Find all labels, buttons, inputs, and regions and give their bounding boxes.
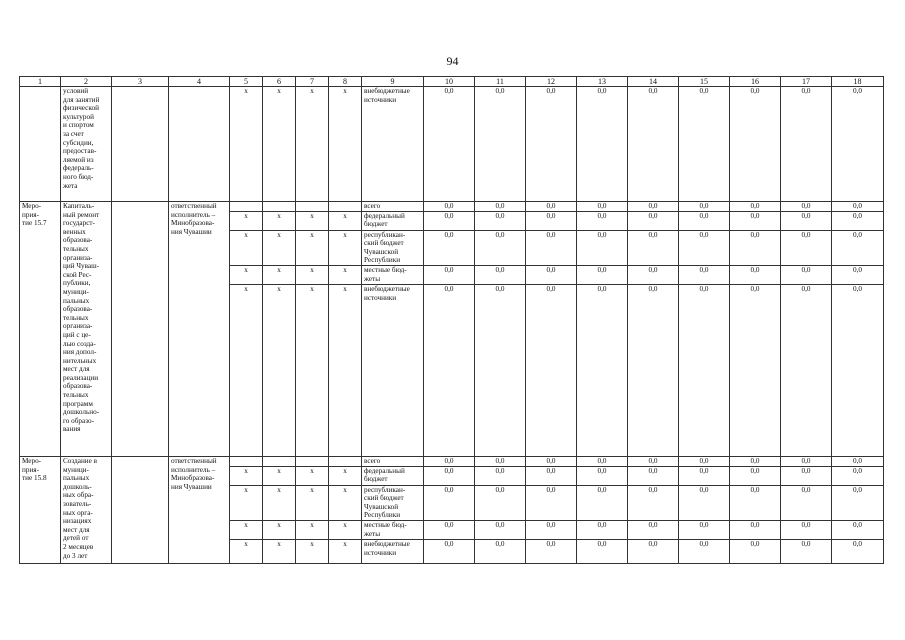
value-cell: 0,0 bbox=[832, 265, 884, 284]
code-cell-c6: x bbox=[263, 520, 296, 539]
funding-source: внебюджетные источники bbox=[362, 284, 424, 456]
code-cell-c7: x bbox=[296, 230, 329, 265]
code-cell-c8 bbox=[329, 202, 362, 212]
code-cell-c5: x bbox=[230, 539, 263, 563]
column-number-15: 15 bbox=[679, 77, 730, 87]
code-cell-c8: x bbox=[329, 539, 362, 563]
value-cell: 0,0 bbox=[526, 539, 577, 563]
value-cell: 0,0 bbox=[424, 539, 475, 563]
value-cell: 0,0 bbox=[526, 466, 577, 485]
funding-source: всего bbox=[362, 456, 424, 466]
value-cell: 0,0 bbox=[628, 230, 679, 265]
column-number-14: 14 bbox=[628, 77, 679, 87]
value-cell: 0,0 bbox=[526, 230, 577, 265]
column-number-6: 6 bbox=[263, 77, 296, 87]
column-number-13: 13 bbox=[577, 77, 628, 87]
value-cell: 0,0 bbox=[628, 87, 679, 202]
column-number-7: 7 bbox=[296, 77, 329, 87]
column-number-11: 11 bbox=[475, 77, 526, 87]
value-cell: 0,0 bbox=[628, 284, 679, 456]
value-cell: 0,0 bbox=[832, 485, 884, 520]
code-cell-c7: x bbox=[296, 539, 329, 563]
code-cell-c7 bbox=[296, 202, 329, 212]
value-cell: 0,0 bbox=[781, 202, 832, 212]
code-cell-c6: x bbox=[263, 485, 296, 520]
column-number-12: 12 bbox=[526, 77, 577, 87]
measure-label bbox=[20, 87, 61, 202]
code-cell-c5: x bbox=[230, 265, 263, 284]
value-cell: 0,0 bbox=[679, 456, 730, 466]
measure-name: Капиталь- ный ремонт государст- венных образова- тельных организа- ций Чуваш- ской Рес- публики, муници- пальных образова- тельных организа- ций с це- лью созда- ния допол- нительных мест для реализации образова- тельных программ дошкольно- го образо- вания bbox=[61, 202, 112, 457]
value-cell: 0,0 bbox=[832, 520, 884, 539]
column-number-18: 18 bbox=[832, 77, 884, 87]
value-cell: 0,0 bbox=[577, 202, 628, 212]
executor: ответственный исполнитель – Минобразова- ния Чувашии bbox=[169, 456, 230, 563]
value-cell: 0,0 bbox=[628, 265, 679, 284]
value-cell: 0,0 bbox=[832, 211, 884, 230]
value-cell: 0,0 bbox=[475, 211, 526, 230]
funding-source: республикан- ский бюджет Чувашской Республики bbox=[362, 485, 424, 520]
value-cell: 0,0 bbox=[781, 456, 832, 466]
executor bbox=[169, 87, 230, 202]
value-cell: 0,0 bbox=[424, 202, 475, 212]
code-cell-c6: x bbox=[263, 230, 296, 265]
column-number-17: 17 bbox=[781, 77, 832, 87]
funding-source: всего bbox=[362, 202, 424, 212]
code-cell-c8: x bbox=[329, 211, 362, 230]
value-cell: 0,0 bbox=[577, 284, 628, 456]
column-number-2: 2 bbox=[61, 77, 112, 87]
value-cell: 0,0 bbox=[577, 265, 628, 284]
funding-source: внебюджетные источники bbox=[362, 87, 424, 202]
code-cell-c7: x bbox=[296, 485, 329, 520]
value-cell: 0,0 bbox=[781, 466, 832, 485]
column-number-5: 5 bbox=[230, 77, 263, 87]
code-cell-c8: x bbox=[329, 87, 362, 202]
value-cell: 0,0 bbox=[730, 230, 781, 265]
value-cell: 0,0 bbox=[577, 485, 628, 520]
code-cell-c7: x bbox=[296, 284, 329, 456]
value-cell: 0,0 bbox=[424, 456, 475, 466]
value-cell: 0,0 bbox=[679, 230, 730, 265]
code-cell-c7: x bbox=[296, 87, 329, 202]
value-cell: 0,0 bbox=[832, 456, 884, 466]
value-cell: 0,0 bbox=[577, 87, 628, 202]
value-cell: 0,0 bbox=[424, 87, 475, 202]
value-cell: 0,0 bbox=[628, 520, 679, 539]
value-cell: 0,0 bbox=[577, 456, 628, 466]
funding-source: федеральный бюджет bbox=[362, 211, 424, 230]
code-cell-c5: x bbox=[230, 211, 263, 230]
value-cell: 0,0 bbox=[526, 202, 577, 212]
value-cell: 0,0 bbox=[577, 520, 628, 539]
code-cell-c5: x bbox=[230, 230, 263, 265]
code-cell-c6: x bbox=[263, 539, 296, 563]
code-cell-c6: x bbox=[263, 265, 296, 284]
value-cell: 0,0 bbox=[730, 466, 781, 485]
column-number-9: 9 bbox=[362, 77, 424, 87]
column-3-cell bbox=[112, 202, 169, 457]
value-cell: 0,0 bbox=[781, 539, 832, 563]
funding-source: внебюджетные источники bbox=[362, 539, 424, 563]
measure-label: Меро- прия- тие 15.7 bbox=[20, 202, 61, 457]
value-cell: 0,0 bbox=[526, 456, 577, 466]
measure-name: Создание в муници- пальных дошколь- ных обра- зователь- ных орга- низациях мест для детей от 2 месяцев до 3 лет bbox=[61, 456, 112, 563]
value-cell: 0,0 bbox=[679, 202, 730, 212]
value-cell: 0,0 bbox=[679, 284, 730, 456]
value-cell: 0,0 bbox=[424, 230, 475, 265]
code-cell-c8 bbox=[329, 456, 362, 466]
value-cell: 0,0 bbox=[679, 539, 730, 563]
funding-source: местные бюд- жеты bbox=[362, 265, 424, 284]
code-cell-c8: x bbox=[329, 284, 362, 456]
value-cell: 0,0 bbox=[730, 87, 781, 202]
code-cell-c8: x bbox=[329, 520, 362, 539]
code-cell-c6: x bbox=[263, 87, 296, 202]
value-cell: 0,0 bbox=[628, 202, 679, 212]
code-cell-c6: x bbox=[263, 211, 296, 230]
funding-source: местные бюд- жеты bbox=[362, 520, 424, 539]
code-cell-c5: x bbox=[230, 466, 263, 485]
value-cell: 0,0 bbox=[781, 230, 832, 265]
value-cell: 0,0 bbox=[832, 466, 884, 485]
code-cell-c7: x bbox=[296, 265, 329, 284]
column-number-4: 4 bbox=[169, 77, 230, 87]
value-cell: 0,0 bbox=[832, 230, 884, 265]
column-number-8: 8 bbox=[329, 77, 362, 87]
value-cell: 0,0 bbox=[424, 520, 475, 539]
code-cell-c5 bbox=[230, 202, 263, 212]
value-cell: 0,0 bbox=[730, 284, 781, 456]
column-number-10: 10 bbox=[424, 77, 475, 87]
value-cell: 0,0 bbox=[781, 265, 832, 284]
value-cell: 0,0 bbox=[832, 539, 884, 563]
value-cell: 0,0 bbox=[628, 539, 679, 563]
code-cell-c5: x bbox=[230, 485, 263, 520]
value-cell: 0,0 bbox=[475, 87, 526, 202]
value-cell: 0,0 bbox=[679, 485, 730, 520]
value-cell: 0,0 bbox=[628, 211, 679, 230]
measure-name: условий для занятий физической культурой и спортом за счет субсидии, предостав- ляемой из федераль- ного бюд- жета bbox=[61, 87, 112, 202]
value-cell: 0,0 bbox=[526, 485, 577, 520]
value-cell: 0,0 bbox=[475, 202, 526, 212]
code-cell-c5: x bbox=[230, 284, 263, 456]
value-cell: 0,0 bbox=[628, 485, 679, 520]
value-cell: 0,0 bbox=[832, 202, 884, 212]
value-cell: 0,0 bbox=[424, 485, 475, 520]
code-cell-c7: x bbox=[296, 466, 329, 485]
value-cell: 0,0 bbox=[730, 456, 781, 466]
value-cell: 0,0 bbox=[424, 265, 475, 284]
value-cell: 0,0 bbox=[475, 265, 526, 284]
value-cell: 0,0 bbox=[679, 265, 730, 284]
column-number-row bbox=[20, 77, 884, 87]
code-cell-c6: x bbox=[263, 284, 296, 456]
value-cell: 0,0 bbox=[526, 284, 577, 456]
funding-source: республикан- ский бюджет Чувашской Республики bbox=[362, 230, 424, 265]
table-row bbox=[20, 87, 884, 202]
value-cell: 0,0 bbox=[526, 211, 577, 230]
value-cell: 0,0 bbox=[628, 456, 679, 466]
value-cell: 0,0 bbox=[679, 520, 730, 539]
budget-table bbox=[19, 76, 884, 564]
value-cell: 0,0 bbox=[475, 466, 526, 485]
value-cell: 0,0 bbox=[781, 87, 832, 202]
value-cell: 0,0 bbox=[730, 211, 781, 230]
value-cell: 0,0 bbox=[781, 211, 832, 230]
column-number-1: 1 bbox=[20, 77, 61, 87]
measure-label: Меро- прия- тие 15.8 bbox=[20, 456, 61, 563]
value-cell: 0,0 bbox=[475, 539, 526, 563]
code-cell-c8: x bbox=[329, 485, 362, 520]
code-cell-c5 bbox=[230, 456, 263, 466]
value-cell: 0,0 bbox=[577, 466, 628, 485]
code-cell-c8: x bbox=[329, 466, 362, 485]
value-cell: 0,0 bbox=[679, 211, 730, 230]
table-row bbox=[20, 202, 884, 212]
value-cell: 0,0 bbox=[424, 284, 475, 456]
value-cell: 0,0 bbox=[679, 466, 730, 485]
value-cell: 0,0 bbox=[628, 466, 679, 485]
column-number-16: 16 bbox=[730, 77, 781, 87]
value-cell: 0,0 bbox=[781, 520, 832, 539]
column-3-cell bbox=[112, 456, 169, 563]
value-cell: 0,0 bbox=[730, 539, 781, 563]
column-number-3: 3 bbox=[112, 77, 169, 87]
value-cell: 0,0 bbox=[832, 284, 884, 456]
code-cell-c7: x bbox=[296, 520, 329, 539]
value-cell: 0,0 bbox=[475, 230, 526, 265]
value-cell: 0,0 bbox=[526, 87, 577, 202]
code-cell-c6 bbox=[263, 202, 296, 212]
code-cell-c7 bbox=[296, 456, 329, 466]
executor: ответственный исполнитель – Минобразова- ния Чувашии bbox=[169, 202, 230, 457]
value-cell: 0,0 bbox=[730, 202, 781, 212]
value-cell: 0,0 bbox=[577, 230, 628, 265]
value-cell: 0,0 bbox=[832, 87, 884, 202]
value-cell: 0,0 bbox=[679, 87, 730, 202]
code-cell-c7: x bbox=[296, 211, 329, 230]
value-cell: 0,0 bbox=[577, 539, 628, 563]
code-cell-c5: x bbox=[230, 87, 263, 202]
code-cell-c5: x bbox=[230, 520, 263, 539]
value-cell: 0,0 bbox=[526, 520, 577, 539]
column-3-cell bbox=[112, 87, 169, 202]
value-cell: 0,0 bbox=[730, 265, 781, 284]
value-cell: 0,0 bbox=[730, 520, 781, 539]
value-cell: 0,0 bbox=[730, 485, 781, 520]
value-cell: 0,0 bbox=[475, 456, 526, 466]
value-cell: 0,0 bbox=[475, 284, 526, 456]
code-cell-c6: x bbox=[263, 466, 296, 485]
value-cell: 0,0 bbox=[526, 265, 577, 284]
value-cell: 0,0 bbox=[424, 466, 475, 485]
value-cell: 0,0 bbox=[475, 485, 526, 520]
value-cell: 0,0 bbox=[781, 485, 832, 520]
funding-source: федеральный бюджет bbox=[362, 466, 424, 485]
value-cell: 0,0 bbox=[577, 211, 628, 230]
code-cell-c6 bbox=[263, 456, 296, 466]
code-cell-c8: x bbox=[329, 265, 362, 284]
value-cell: 0,0 bbox=[475, 520, 526, 539]
page-number: 94 bbox=[446, 54, 459, 68]
table-row bbox=[20, 456, 884, 466]
value-cell: 0,0 bbox=[424, 211, 475, 230]
value-cell: 0,0 bbox=[781, 284, 832, 456]
code-cell-c8: x bbox=[329, 230, 362, 265]
